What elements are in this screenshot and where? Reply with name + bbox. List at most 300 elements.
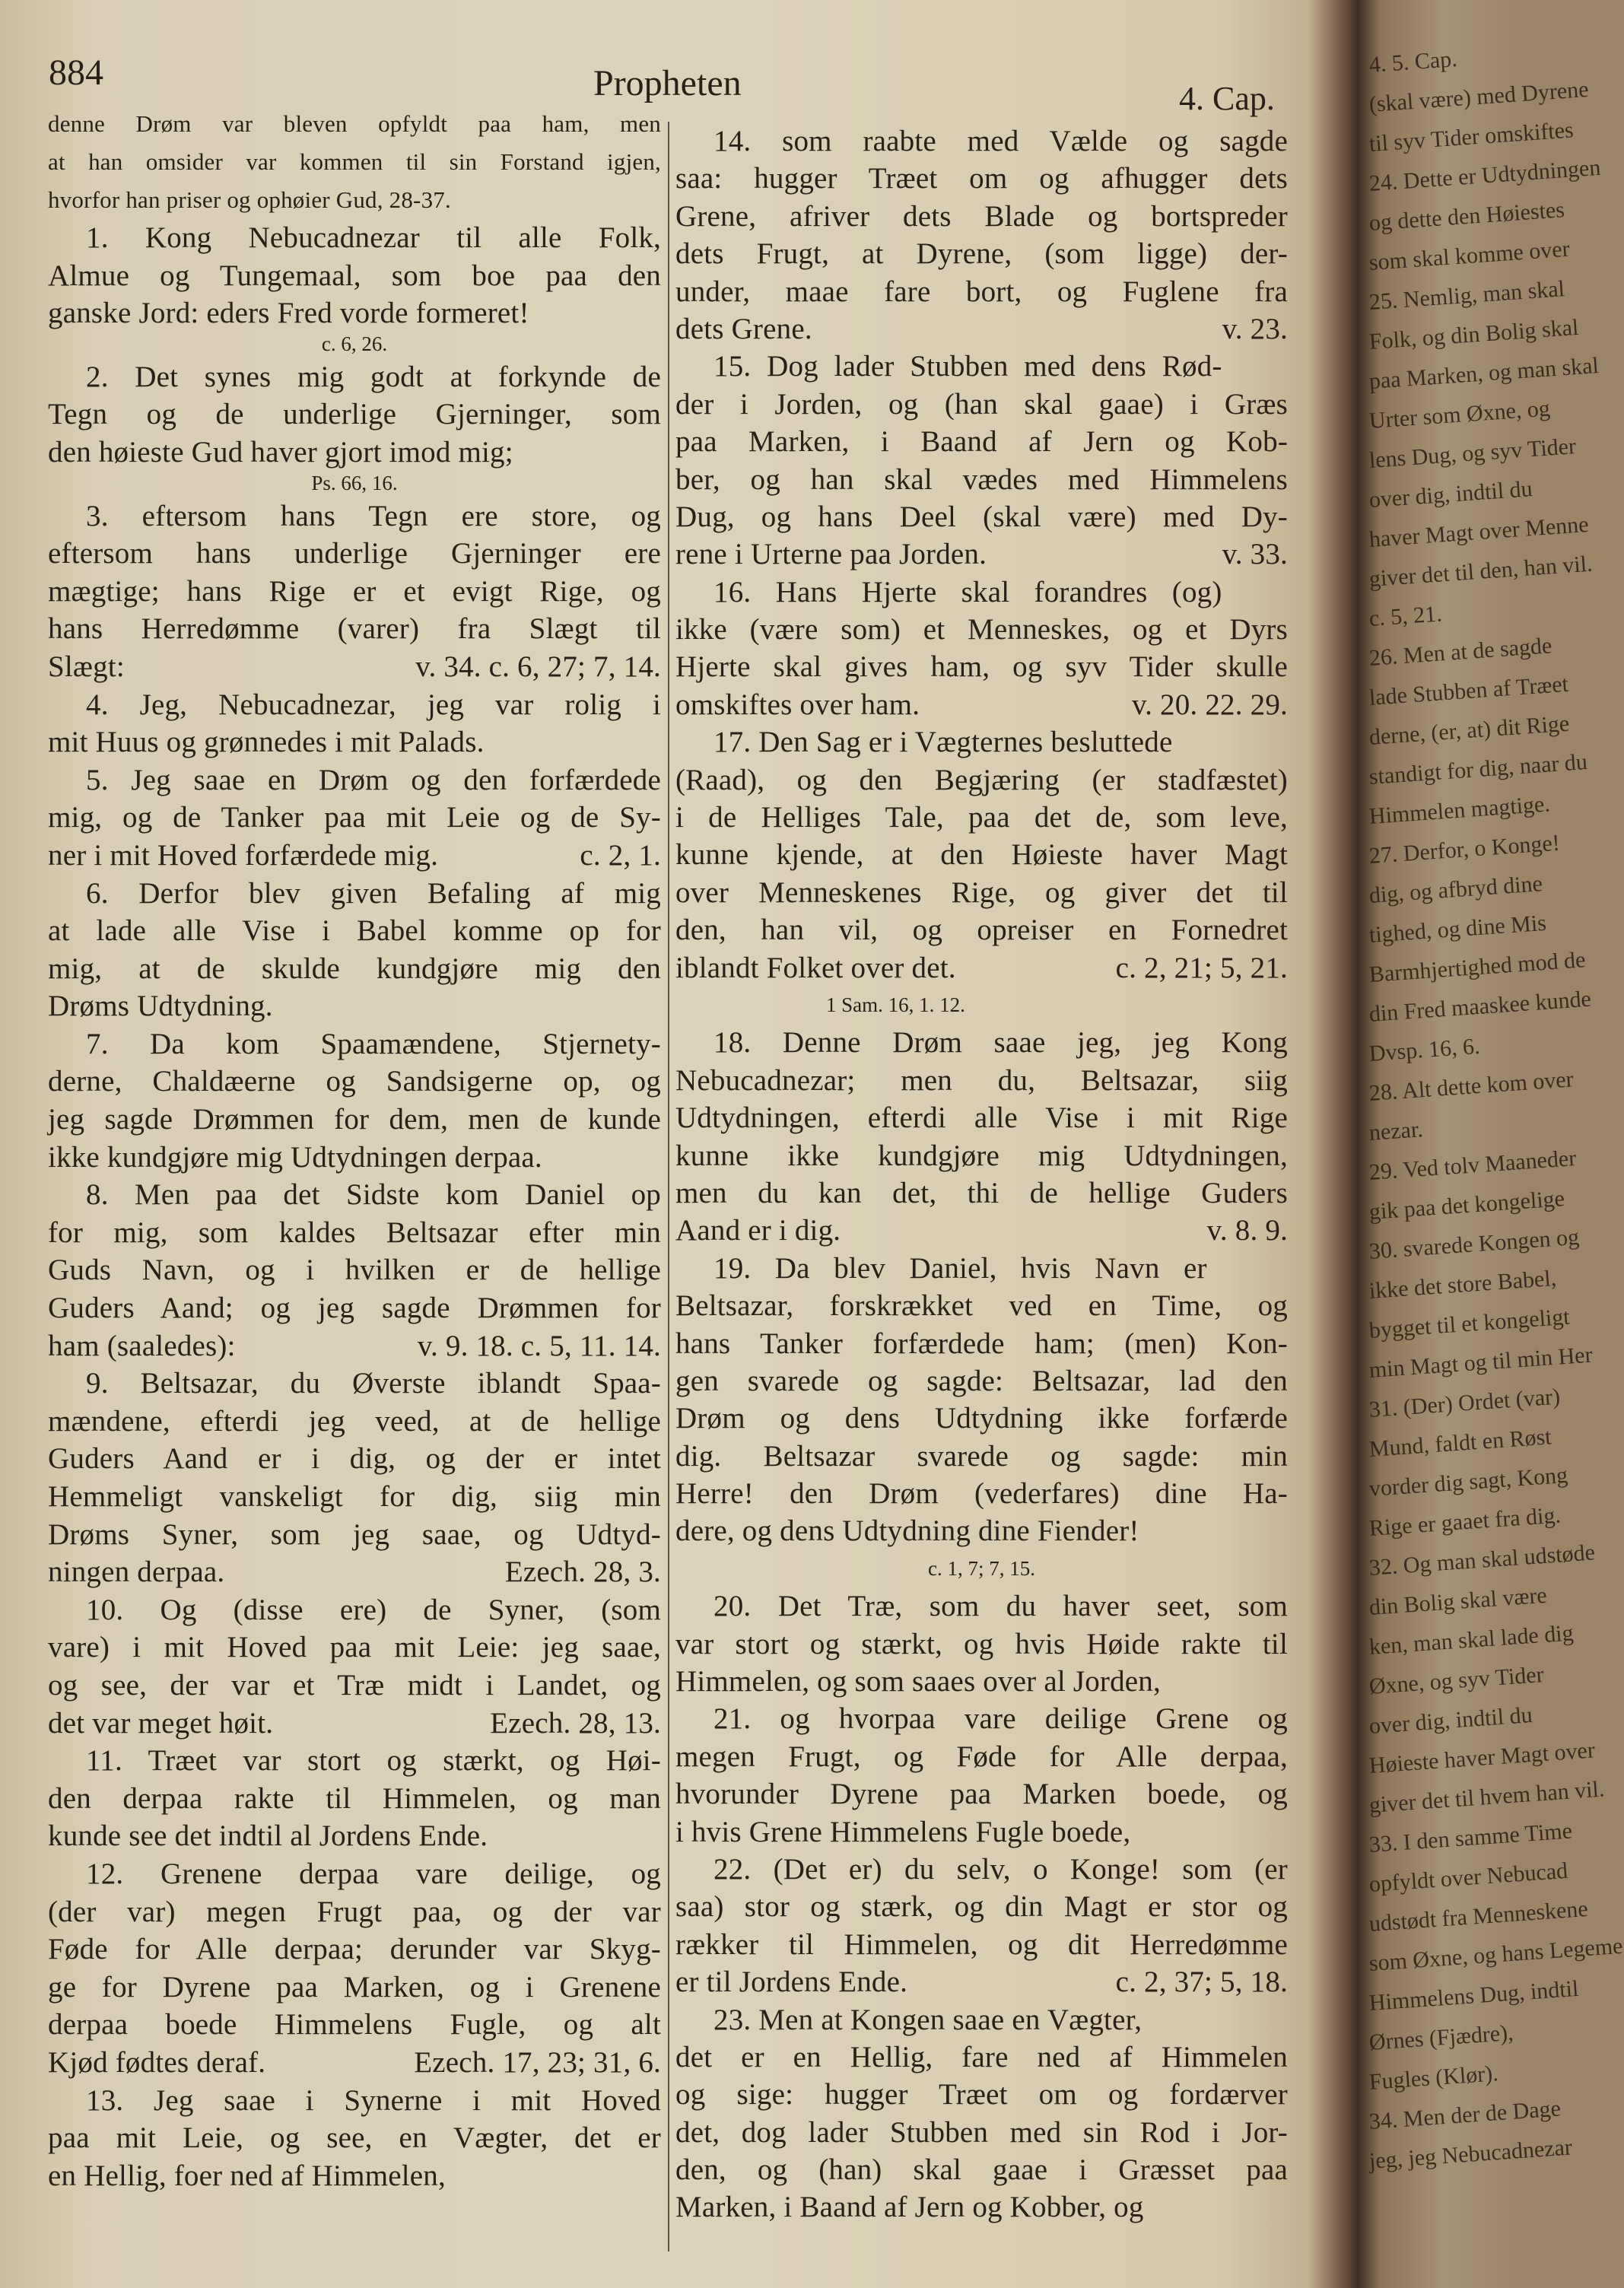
verse-line — [48, 1553, 661, 1591]
verse-line — [675, 1250, 1288, 1287]
verse-line — [48, 1629, 661, 1667]
verse-line — [48, 1025, 661, 1063]
verse-text: ham (saaledes): — [48, 1329, 236, 1362]
verse — [48, 358, 661, 497]
verse — [48, 2082, 661, 2195]
verse — [48, 1025, 661, 1176]
verse-text: dets Grene. — [675, 312, 812, 345]
verse-line — [675, 498, 1288, 535]
facing-page-line: over dig, indtil du — [1368, 476, 1533, 513]
verse-line — [675, 2039, 1288, 2076]
verse-line — [675, 1663, 1288, 1700]
verse-text: kunne ikke kundgjøre mig Udtydningen, — [675, 1139, 1288, 1172]
facing-page-line: Mund, faldt en Røst — [1368, 1424, 1552, 1462]
verse-line — [675, 799, 1288, 836]
verse-text: det var meget høit. — [48, 1706, 274, 1740]
verse-text: 22. (Det er) du selv, o Konge! som (er — [713, 1852, 1288, 1886]
verse-line — [675, 386, 1288, 423]
verse-text: 2. Det synes mig godt at forkynde de — [86, 360, 661, 393]
verse-text: dig. Beltsazar svarede og sagde: min — [675, 1439, 1288, 1473]
facing-page-line: tighed, og dine Mis — [1368, 910, 1547, 948]
verse-list — [48, 219, 661, 2194]
verse-line — [48, 1251, 661, 1289]
facing-page-line: din Fred maaskee kunde — [1368, 986, 1592, 1027]
verse-text: rene i Urterne paa Jorden. — [675, 538, 987, 571]
verse-line — [675, 198, 1288, 235]
verse-text: ner i mit Hoved forfærdede mig. — [48, 838, 439, 872]
verse-line — [48, 987, 661, 1025]
cross-reference: c. 2, 1. — [580, 838, 661, 872]
verse-line — [675, 535, 1288, 573]
verse — [48, 1176, 661, 1365]
verse-line — [675, 836, 1288, 873]
verse-line — [675, 1475, 1288, 1512]
verse-line — [48, 761, 661, 799]
verse-text: dere, og dens Udtydning dine Fiender! — [675, 1514, 1139, 1548]
verse-line — [48, 686, 661, 724]
verse-line — [675, 574, 1288, 611]
verse-line — [48, 1101, 661, 1139]
verse-text: 16. Hans Hjerte skal forandres (og) — [713, 575, 1222, 609]
facing-page-line: giver det til den, han vil. — [1368, 551, 1594, 592]
verse-line — [48, 2157, 661, 2195]
facing-page-edge — [1368, 46, 1624, 2288]
facing-page-line: jeg, jeg Nebucadnezar — [1368, 2134, 1573, 2174]
verse — [48, 1855, 661, 2082]
facing-page-line: paa Marken, og man skal — [1368, 352, 1600, 394]
verse-text: Aand er i dig. — [675, 1214, 841, 1247]
facing-page-line: gik paa det kongelige — [1368, 1186, 1565, 1225]
verse — [675, 122, 1288, 348]
cross-reference: 1 Sam. 16, 1. 12. — [825, 993, 965, 1016]
facing-page-line: nezar. — [1368, 1117, 1424, 1146]
verse-text: rækker til Himmelen, og dit Herredømme — [675, 1927, 1288, 1961]
verse-text: hans Tanker forfærdede ham; (men) Kon- — [675, 1327, 1288, 1360]
summary-line: denne Drøm var bleven opfyldt paa ham, men — [48, 110, 661, 137]
cross-reference: Ps. 66, 16. — [311, 471, 398, 494]
verse-line — [675, 1099, 1288, 1136]
verse-text: 1. Kong Nebucadnezar til alle Folk, — [86, 221, 661, 254]
verse-line — [675, 2188, 1288, 2226]
facing-page-line: 27. Derfor, o Konge! — [1368, 830, 1561, 869]
verse-text: mig, og de Tanker paa mit Leie og de Sy- — [48, 801, 661, 834]
facing-page-line: dig, og afbryd dine — [1368, 871, 1543, 908]
verse-text: kunne kjende, at den Høieste haver Magt — [675, 838, 1288, 872]
verse-line — [675, 611, 1288, 648]
verse-text: iblandt Folket over det. — [675, 951, 956, 984]
verse-line — [675, 1287, 1288, 1324]
verse-text: ganske Jord: eders Fred vorde formeret! — [48, 297, 529, 330]
facing-page-line: Himmelen magtige. — [1368, 791, 1551, 829]
summary-line: hvorfor han priser og ophøier Gud, 28-37. — [48, 186, 451, 213]
verse-text: Marken, i Baand af Jern og Kobber, og — [675, 2191, 1144, 2224]
chapter-summary — [48, 105, 661, 219]
left-column — [48, 105, 661, 2194]
verse-line — [675, 1700, 1288, 1737]
verse-line — [675, 723, 1288, 761]
verse — [48, 686, 661, 761]
verse-line — [48, 610, 661, 648]
verse-text: der i Jorden, og (han skal gaae) i Græs — [675, 387, 1288, 421]
verse-line — [48, 837, 661, 875]
verse-text: det er en Hellig, fare ned af Himmelen — [675, 2040, 1288, 2074]
verse-line — [675, 348, 1288, 385]
verse-line — [48, 535, 661, 573]
facing-page-line: Folk, og din Bolig skal — [1368, 314, 1580, 354]
verse-text: (Raad), og den Begjæring (er stadfæstet) — [675, 763, 1288, 796]
cross-reference: Ezech. 28, 13. — [490, 1706, 661, 1740]
verse-text: 12. Grenene derpaa vare deilige, og — [86, 1857, 661, 1890]
verse-line — [675, 1400, 1288, 1437]
verse-text: Kjød fødtes deraf. — [48, 2045, 266, 2079]
verse-text: 7. Da kom Spaamændene, Stjernety- — [86, 1027, 661, 1060]
verse-text: Grene, afriver dets Blade og bortspreder — [675, 199, 1288, 233]
facing-page-line: Rige er gaaet fra dig. — [1368, 1502, 1562, 1541]
verse-text: Drøms Udtydning. — [48, 990, 273, 1023]
facing-page-line: 28. Alt dette kom over — [1368, 1066, 1575, 1106]
verse — [675, 723, 1288, 1024]
verse-text: Drøm og dens Udtydning ikke forfærde — [675, 1402, 1288, 1435]
verse-text: 8. Men paa det Sidste kom Daniel op — [86, 1178, 661, 1212]
verse — [675, 1587, 1288, 1700]
verse-text: 4. Jeg, Nebucadnezar, jeg var rolig i — [86, 688, 661, 721]
verse-text: mig, at de skulde kundgjøre mig den — [48, 952, 661, 985]
verse-text: ber, og han skal vædes med Himmelens — [675, 462, 1288, 496]
verse-text: 9. Beltsazar, du Øverste iblandt Spaa- — [86, 1367, 661, 1400]
verse — [675, 1250, 1288, 1588]
facing-page-line: Fugles (Klør). — [1368, 2061, 1499, 2095]
verse-text: var stort og stærkt, og hvis Høide rakte til — [675, 1627, 1288, 1660]
verse-line — [48, 950, 661, 988]
verse-line — [48, 2082, 661, 2120]
facing-page-line: 33. I den samme Time — [1368, 1818, 1573, 1857]
verse-line — [48, 1969, 661, 2007]
verse-line — [48, 1139, 661, 1177]
verse-text: hans Herredømme (varer) fra Slægt til — [48, 612, 661, 646]
facing-page-line: c. 5, 21. — [1368, 601, 1443, 631]
facing-page-line: (skal være) med Dyrene — [1368, 76, 1590, 117]
facing-page-line: som skal komme over — [1368, 236, 1571, 275]
page-number: 884 — [49, 52, 103, 93]
facing-page-line: vorder dig sagt, Kong — [1368, 1462, 1569, 1502]
verse-line — [48, 1591, 661, 1629]
verse-text: dets Frugt, at Dyrene, (som ligge) der- — [675, 237, 1288, 271]
facing-page-line: og dette den Høiestes — [1368, 197, 1565, 236]
verse-list — [675, 122, 1288, 2226]
verse-line — [48, 434, 661, 472]
verse — [48, 1742, 661, 1855]
verse-text: og see, der var et Træ midt i Landet, og — [48, 1668, 661, 1702]
verse-line — [48, 1327, 661, 1365]
verse-text: over Menneskenes Rige, og giver det til — [675, 875, 1288, 909]
cross-reference: Ezech. 28, 3. — [504, 1556, 661, 1589]
verse-text: 6. Derfor blev given Befaling af mig — [86, 876, 661, 910]
verse-text: 15. Dog lader Stubben med dens Rød- — [713, 350, 1222, 383]
verse-line — [48, 912, 661, 950]
verse-line — [675, 273, 1288, 310]
verse-text: ningen derpaa. — [48, 1556, 225, 1589]
verse-text: men du kan det, thi de hellige Guders — [675, 1176, 1288, 1209]
verse-line — [48, 799, 661, 837]
verse — [48, 1365, 661, 1591]
verse-line — [675, 1813, 1288, 1851]
verse-text: paa mit Leie, og see, en Vægter, det er — [48, 2121, 661, 2155]
verse-line — [675, 2076, 1288, 2113]
verse-line — [48, 648, 661, 686]
cross-reference: v. 34. c. 6, 27; 7, 14. — [415, 650, 661, 683]
verse-line — [48, 1705, 661, 1743]
cross-reference: v. 9. 18. c. 5, 11. 14. — [417, 1329, 661, 1362]
verse-text: og sige: hugger Træet om og fordærver — [675, 2078, 1288, 2112]
verse-text: 21. og hvorpaa vare deilige Grene og — [713, 1702, 1288, 1736]
verse-text: 18. Denne Drøm saae jeg, jeg Kong — [713, 1026, 1288, 1060]
cross-reference: v. 33. — [1222, 538, 1288, 571]
cross-reference: c. 2, 37; 5, 18. — [1115, 1965, 1288, 1999]
verse — [675, 1700, 1288, 1851]
verse-line — [48, 2044, 661, 2082]
verse-line — [48, 723, 661, 761]
verse-text: Slægt: — [48, 650, 125, 683]
verse-line — [675, 761, 1288, 799]
verse — [675, 348, 1288, 573]
facing-page-line: Urter som Øxne, og — [1368, 396, 1551, 434]
facing-page-line: 26. Men at de sagde — [1368, 633, 1553, 671]
verse-text: omskiftes over ham. — [675, 688, 920, 721]
facing-page-line: Himmelens Dug, indtil — [1368, 1975, 1580, 2016]
verse-text: at lade alle Vise i Babel komme op for — [48, 914, 661, 948]
verse-text: for mig, som kaldes Beltsazar efter min — [48, 1216, 661, 1249]
verse-text: i de Helliges Tale, paa det de, som leve, — [675, 801, 1288, 834]
facing-page-line: haver Magt over Menne — [1368, 511, 1590, 552]
verse-text: derpaa boede Himmelens Fugle, og alt — [48, 2008, 661, 2042]
cross-reference: c. 2, 21; 5, 21. — [1115, 951, 1288, 984]
facing-page-line: lade Stubben af Træet — [1368, 671, 1569, 710]
verse-text: mændene, efterdi jeg veed, at de hellige — [48, 1404, 661, 1438]
facing-page-line: 25. Nemlig, man skal — [1368, 276, 1565, 315]
verse-line — [675, 648, 1288, 685]
verse-line — [675, 122, 1288, 160]
facing-page-line: din Bolig skal være — [1368, 1582, 1548, 1620]
verse-text: hvorunder Dyrene paa Marken boede, og — [675, 1778, 1288, 1811]
verse-text: paa Marken, i Baand af Jern og Kob- — [675, 425, 1288, 459]
facing-page-line: bygget til et kongeligt — [1368, 1304, 1571, 1343]
verse-text: Drøms Syner, som jeg saae, og Udtyd- — [48, 1517, 661, 1551]
verse-text: 20. Det Træ, som du haver seet, som — [713, 1590, 1288, 1623]
verse-line — [675, 874, 1288, 911]
verse-text: derne, Chaldæerne og Sandsigerne op, og — [48, 1065, 661, 1098]
verse-text: Herre! den Drøm (vederfares) dine Ha- — [675, 1477, 1288, 1511]
verse-text: Guders Aand er i dig, og der er intet — [48, 1442, 661, 1476]
verse-text: saa: hugger Træet om og afhugger dets — [675, 162, 1288, 195]
verse-line — [675, 1851, 1288, 1888]
facing-page-line: 34. Men der de Dage — [1368, 2096, 1562, 2134]
verse-text: en Hellig, foer ned af Himmelen, — [48, 2159, 446, 2192]
verse — [48, 219, 661, 358]
verse-text: Hjerte skal gives ham, og syv Tider skulle — [675, 650, 1288, 684]
verse-line — [675, 1963, 1288, 2000]
verse-line — [48, 1780, 661, 1818]
verse-line — [48, 396, 661, 434]
facing-page-line: lens Dug, og syv Tider — [1368, 434, 1577, 473]
column-divider — [668, 122, 669, 2251]
verse-line — [48, 497, 661, 535]
facing-page-line: Barmhjertighed mod de — [1368, 947, 1587, 987]
facing-page-line: 4. 5. Cap. — [1368, 46, 1458, 78]
verse-line — [675, 1512, 1288, 1549]
verse-line — [48, 257, 661, 295]
verse-line — [48, 1667, 661, 1705]
facing-page-line: opfyldt over Nebucad — [1368, 1857, 1569, 1897]
facing-page-line: Høieste haver Magt over — [1368, 1737, 1596, 1778]
verse-line — [675, 1062, 1288, 1099]
verse-line — [675, 2001, 1288, 2039]
verse-line — [675, 1212, 1288, 1249]
facing-page-line: 31. (Der) Ordet (var) — [1368, 1384, 1562, 1422]
verse-line — [48, 1855, 661, 1893]
verse-line — [48, 1365, 661, 1403]
verse-line — [675, 2151, 1288, 2188]
verse-text: gen svarede og sagde: Beltsazar, lad den — [675, 1364, 1288, 1397]
verse-line — [48, 2119, 661, 2157]
verse-text: Guders Aand; og jeg sagde Drømmen for — [48, 1292, 661, 1325]
verse-line — [675, 911, 1288, 949]
verse-text: vare) i mit Hoved paa mit Leie: jeg saae, — [48, 1631, 661, 1664]
verse-line — [675, 2114, 1288, 2151]
verse-line — [48, 1403, 661, 1441]
verse — [48, 761, 661, 875]
facing-page-line: ikke det store Babel, — [1368, 1265, 1558, 1304]
cross-reference: c. 6, 26. — [321, 332, 388, 355]
verse-line — [48, 1478, 661, 1516]
verse-text: 11. Træet var stort og stærkt, og Høi- — [86, 1744, 661, 1778]
verse-line — [675, 1174, 1288, 1212]
verse-text: det, dog lader Stubben med sin Rod i Jor- — [675, 2115, 1288, 2149]
verse-line — [675, 1926, 1288, 1963]
verse-text: ikke kundgjøre mig Udtydningen derpaa. — [48, 1140, 542, 1174]
verse-text: Himmelen, og som saaes over al Jorden, — [675, 1665, 1161, 1699]
running-title: Propheten — [593, 63, 742, 103]
verse — [675, 574, 1288, 724]
verse-line — [48, 1440, 661, 1478]
verse-line — [675, 423, 1288, 460]
verse-line — [48, 1930, 661, 1969]
verse-line — [48, 2006, 661, 2044]
verse-line — [675, 1362, 1288, 1400]
verse-line — [48, 1742, 661, 1780]
verse — [675, 1851, 1288, 2001]
verse-text: kunde see det indtil al Jordens Ende. — [48, 1819, 488, 1853]
verse-line — [48, 1817, 661, 1855]
verse-text: Dug, og hans Deel (skal være) med Dy- — [675, 500, 1288, 533]
verse-text: eftersom hans underlige Gjerninger ere — [48, 537, 661, 570]
verse-text: 19. Da blev Daniel, hvis Navn er — [713, 1251, 1207, 1285]
facing-page-line: over dig, indtil du — [1368, 1702, 1533, 1739]
verse-text: den høieste Gud haver gjort imod mig; — [48, 435, 513, 469]
verse-line — [675, 235, 1288, 272]
verse-text: Udtydningen, efterdi alle Vise i mit Rige — [675, 1101, 1288, 1135]
verse-line — [48, 875, 661, 913]
verse-line — [675, 1738, 1288, 1775]
verse-text: jeg sagde Drømmen for dem, men de kunde — [48, 1103, 661, 1136]
cross-reference: c. 1, 7; 7, 15. — [928, 1556, 1035, 1580]
verse-text: den derpaa rakte til Himmelen, og man — [48, 1781, 661, 1815]
verse-text: den, og (han) skal gaae i Græsset paa — [675, 2153, 1288, 2187]
facing-page-line: udstødt fra Menneskene — [1368, 1896, 1589, 1937]
verse-text: Hemmeligt vanskeligt for dig, siig min — [48, 1480, 661, 1513]
verse-text: Almue og Tungemaal, som boe paa den — [48, 259, 661, 292]
right-column — [675, 122, 1288, 2226]
verse-text: under, maae fare bort, og Fuglene fra — [675, 275, 1288, 308]
verse-text: ge for Dyrene paa Marken, og i Grenene — [48, 1970, 661, 2004]
verse-text: mægtige; hans Rige er et evigt Rige, og — [48, 574, 661, 608]
verse-line — [675, 1024, 1288, 1061]
verse-line — [675, 1137, 1288, 1174]
verse — [675, 2001, 1288, 2226]
verse — [48, 875, 661, 1025]
verse-line — [48, 294, 661, 332]
verse-text: i hvis Grene Himmelens Fugle boede, — [675, 1815, 1131, 1848]
verse-text: ikke (være som) et Menneskes, og et Dyrs — [675, 613, 1288, 647]
verse-line — [48, 1063, 661, 1101]
chapter-label: 4. Cap. — [1179, 80, 1275, 117]
facing-page-line: som Øxne, og hans Legeme — [1368, 1933, 1624, 1976]
verse-text: 5. Jeg saae en Drøm og den forfærdede — [86, 763, 661, 796]
verse-line — [48, 1176, 661, 1214]
verse-line — [48, 1214, 661, 1252]
verse-line — [48, 1289, 661, 1327]
verse-line — [675, 310, 1288, 348]
verse-line — [675, 160, 1288, 197]
verse-line — [48, 1516, 661, 1554]
verse-text: (der var) megen Frugt paa, og der var — [48, 1895, 661, 1928]
facing-page-line: 29. Ved tolv Maaneder — [1368, 1146, 1578, 1185]
verse-text: 14. som raabte med Vælde og sagde — [713, 125, 1288, 157]
facing-page-line: Ørnes (Fjædre), — [1368, 2019, 1514, 2055]
verse — [48, 1591, 661, 1742]
verse-line — [675, 1888, 1288, 1925]
verse-line — [675, 949, 1288, 987]
verse-text: er til Jordens Ende. — [675, 1965, 908, 1999]
verse-text: 3. eftersom hans Tegn ere store, og — [86, 499, 661, 532]
verse — [48, 497, 661, 686]
verse-line — [675, 1438, 1288, 1475]
cross-reference: Ezech. 17, 23; 31, 6. — [414, 2045, 661, 2079]
facing-page-line: 32. Og man skal udstøde — [1368, 1540, 1596, 1581]
facing-page-line: til syv Tider omskiftes — [1368, 117, 1575, 157]
facing-page-line: min Magt og til min Her — [1368, 1342, 1594, 1383]
verse — [675, 1024, 1288, 1249]
facing-page-line: standigt for dig, naar du — [1368, 748, 1588, 790]
cross-reference: v. 20. 22. 29. — [1131, 688, 1288, 721]
verse-line — [675, 461, 1288, 498]
verse-line — [48, 573, 661, 611]
facing-page-line: Øxne, og syv Tider — [1368, 1661, 1545, 1699]
verse-text: 23. Men at Kongen saae en Vægter, — [713, 2003, 1143, 2036]
verse-text: den, han vil, og opreiser en Fornedret — [675, 914, 1288, 947]
verse-text: mit Huus og grønnedes i mit Palads. — [48, 726, 485, 759]
verse-text: saa) stor og stærk, og din Magt er stor og — [675, 1890, 1288, 1924]
cross-reference: v. 23. — [1222, 312, 1288, 345]
facing-page-line: ken, man skal lade dig — [1368, 1620, 1575, 1660]
verse-text: Beltsazar, forskrækket ved en Time, og — [675, 1289, 1288, 1323]
verse-text: Nebucadnezar; men du, Beltsazar, siig — [675, 1063, 1288, 1097]
verse-line — [675, 1587, 1288, 1625]
facing-page-line: Dvsp. 16, 6. — [1368, 1033, 1481, 1066]
verse-line — [48, 1893, 661, 1931]
verse-line — [675, 1775, 1288, 1813]
facing-page-line: derne, (er, at) dit Rige — [1368, 710, 1571, 750]
verse-text: Guds Navn, og i hvilken er de hellige — [48, 1254, 661, 1287]
